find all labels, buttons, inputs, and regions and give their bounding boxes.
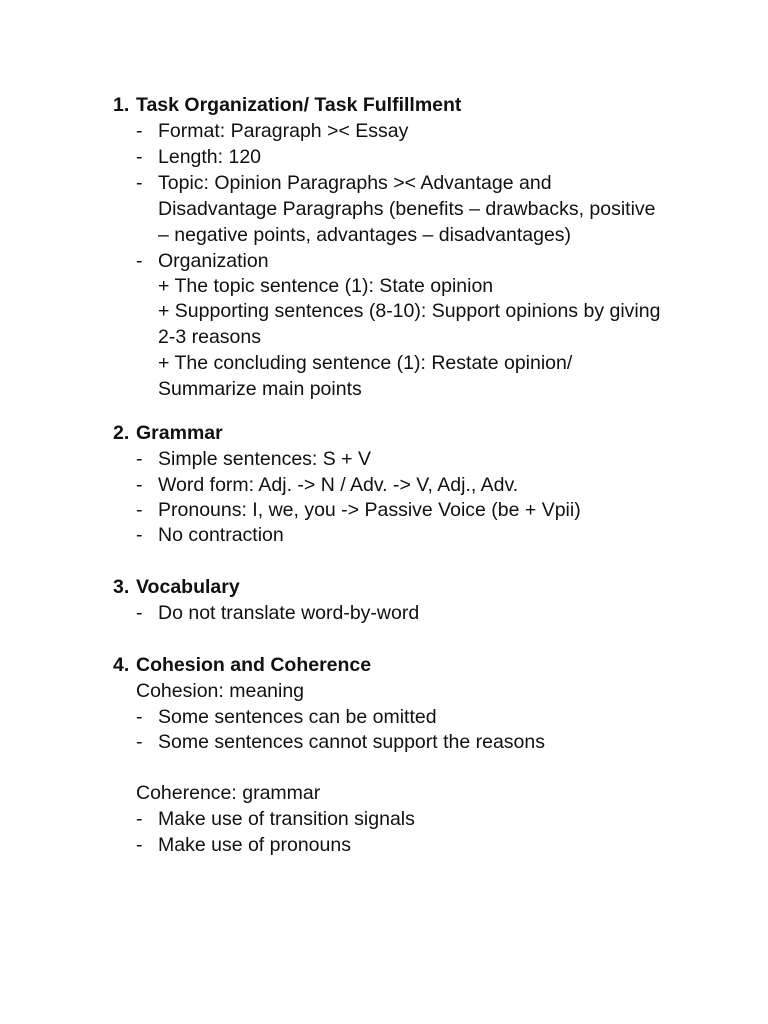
list-item-text: Topic: Opinion Paragraphs >< Advantage and	[158, 172, 552, 194]
bullet-dash: -	[136, 731, 143, 753]
section-number: 4.	[113, 654, 130, 676]
list-item-text: Format: Paragraph >< Essay	[158, 120, 409, 142]
sub-point-text: + Supporting sentences (8-10): Support opinions by giving	[158, 300, 661, 322]
list-item-text: Disadvantage Paragraphs (benefits – drawbacks, positive	[158, 198, 656, 220]
list-item-text: – negative points, advantages – disadvantages)	[158, 224, 572, 246]
list-item-text: Make use of pronouns	[158, 834, 351, 856]
bullet-dash: -	[136, 524, 143, 546]
section-number: 3.	[113, 576, 130, 598]
list-item-text: Some sentences cannot support the reasons	[158, 731, 545, 753]
section-number: 1.	[113, 94, 130, 116]
bullet-dash: -	[136, 499, 143, 521]
bullet-dash: -	[136, 602, 143, 624]
list-item-text: Pronouns: I, we, you -> Passive Voice (be + Vpii)	[158, 499, 581, 521]
section-title: Cohesion and Coherence	[136, 654, 372, 676]
bullet-dash: -	[136, 474, 143, 496]
list-item-text: Simple sentences: S + V	[158, 448, 371, 470]
section-title: Grammar	[136, 422, 223, 444]
section-number: 2.	[113, 422, 130, 444]
bullet-dash: -	[136, 834, 143, 856]
section-title: Vocabulary	[136, 576, 240, 598]
list-item-text: Organization	[158, 250, 269, 272]
list-item-text: Word form: Adj. -> N / Adv. -> V, Adj., Adv.	[158, 474, 519, 496]
sub-point-text: Summarize main points	[158, 378, 362, 400]
sub-point-text: + The concluding sentence (1): Restate opinion/	[158, 352, 573, 374]
bullet-dash: -	[136, 250, 143, 272]
bullet-dash: -	[136, 172, 143, 194]
bullet-dash: -	[136, 808, 143, 830]
list-item-text: Make use of transition signals	[158, 808, 415, 830]
cohesion-label: Cohesion: meaning	[136, 680, 305, 702]
sub-point-text: 2-3 reasons	[158, 326, 261, 348]
list-item-text: Length: 120	[158, 146, 262, 168]
list-item-text: No contraction	[158, 524, 284, 546]
bullet-dash: -	[136, 706, 143, 728]
bullet-dash: -	[136, 146, 143, 168]
list-item-text: Do not translate word-by-word	[158, 602, 420, 624]
coherence-label: Coherence: grammar	[136, 782, 321, 804]
sub-point-text: + The topic sentence (1): State opinion	[158, 275, 494, 297]
bullet-dash: -	[136, 448, 143, 470]
bullet-dash: -	[136, 120, 143, 142]
list-item-text: Some sentences can be omitted	[158, 706, 437, 728]
section-title: Task Organization/ Task Fulfillment	[136, 94, 462, 116]
